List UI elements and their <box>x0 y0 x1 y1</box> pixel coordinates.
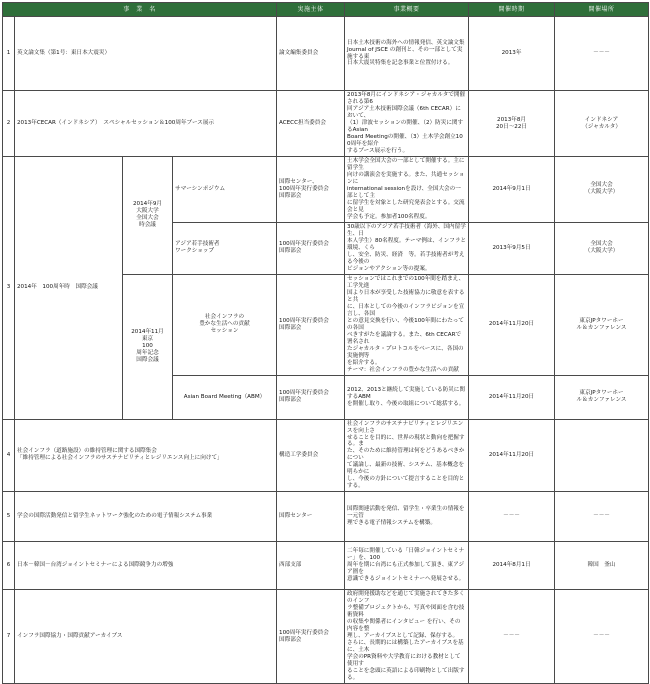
period: 2014年11月20日 <box>469 375 555 419</box>
header-venue: 開催場所 <box>555 3 649 17</box>
sub-event-name: 社会インフラの 豊かな生活への貢献 セッション <box>173 274 277 375</box>
header-summary: 事業概要 <box>345 3 469 17</box>
venue: 東京JPタワーホー ル＆カンファレンス <box>555 274 649 375</box>
period: 2013年 <box>469 17 555 91</box>
summary: 二年毎に開催している「日韓ジョイントセミナー」を、100 周年を期に台湾にも正式参加して頂き、東アジア圏を 意識できるジョイントセミナーへ発展させる。 <box>345 542 469 590</box>
organizer: 構造工学委員会 <box>277 419 345 492</box>
organizer: 論文編集委員会 <box>277 17 345 91</box>
event-name: 学会の国際活動発信と留学生ネットワーク強化のための電子情報システム事業 <box>15 492 277 542</box>
table-row <box>3 590 649 684</box>
summary: 政府開発援助などを通じて実施されてきた多くのインフ ラ整備プロジェクトから、写真や図面を含む技術資料 の収集や関係者にインタビュー を行い、その内容を整 理し、アーカイブスとして記録、保存する。 さらに、長期的には構築したアーカイブスを基に、土木 学会のPR資料や大学教育における教材として使用す ることを念頭に英語による印刷物として出版する。 <box>345 590 469 684</box>
period: －－－ <box>469 590 555 684</box>
venue: 韓国 釜山 <box>555 542 649 590</box>
table-row <box>3 492 649 542</box>
period: 2013年8月 20日～22日 <box>469 91 555 157</box>
summary: セッションではこれまでの100年間を踏まえ、工学先進 国より日本が享受した技術協力に敬意を表すると共 に、日本としての今後のインフラビジョンを宣言し、各国 との意見交換を行い、今後100年間にわたっての各国 べきすがたを議論する。また、6th CECARで署名され たジャカルタ・プロトコルをベースに、各国の実施例等 を紹介する。 テーマ：社会インフラの豊かな生活への貢献 <box>345 274 469 375</box>
header-event-name: 事 業 名 <box>3 3 277 17</box>
row-number: 2 <box>3 91 15 157</box>
venue: －－－ <box>555 492 649 542</box>
table-row <box>3 419 649 492</box>
venue: －－－ <box>555 17 649 91</box>
row-number: 5 <box>3 492 15 542</box>
summary: 土木学会全国大会の一部として開催する。主に留学生 向けの講演会を実施する。また、共通セッションに international sessionを設け、全国大会の一部として主 に留学生を対象とした研究発表会とする。交流会と見 学会も予定。参加者100名程度。 <box>345 157 469 223</box>
sub-group-november: 2014年11月 東京 100 周年記念 国際会議 <box>123 274 173 419</box>
header-period: 開催時期 <box>469 3 555 17</box>
organizer: 100周年実行委員会 国際部会 <box>277 274 345 375</box>
period: 2013年9月5日 <box>469 222 555 274</box>
header-organizer: 実施主体 <box>277 3 345 17</box>
table-row <box>3 157 649 223</box>
summary: 2012、2013と継続して実施している防災に関するABM を開催し取り、今後の取組について総括する。 <box>345 375 469 419</box>
venue <box>555 419 649 492</box>
summary: 30歳以下のアジア若手技術者（海外、国内留学生、日 本人学生）80名程度。テーマ例は、インフラと環境、くら し、安全、防災、経済 等。若手技術者が考える今後の ビジョンやアクション等の提案。 <box>345 222 469 274</box>
venue: 全国大会 （大阪大学） <box>555 157 649 223</box>
table-row <box>3 17 649 91</box>
header-row <box>3 3 649 17</box>
summary: 社会インフラのサステナビリティとレジリエンスを向上さ せることを目的に、世界の現状と動向を把握する。ま た、そのために維持管理は何をどうあるべきかについ て議論し、最新の技術、システム、基本概念を明らかに し、今後の方針について提言することを目的とする。 <box>345 419 469 492</box>
event-name: 日本－韓国－台湾ジョイントセミナーによる国際競争力の増強 <box>15 542 277 590</box>
organizer: 100周年実行委員会 国際部会 <box>277 222 345 274</box>
sub-event-name: サマーシンポジウム <box>173 157 277 223</box>
period: 2014年9月1日 <box>469 157 555 223</box>
venue: インドネシア （ジャカルタ） <box>555 91 649 157</box>
period: 2014年8月1日 <box>469 542 555 590</box>
row-number: 1 <box>3 17 15 91</box>
row-number: 7 <box>3 590 15 684</box>
organizer: 国際センター、 100周年実行委員会 国際部会 <box>277 157 345 223</box>
row-number: 6 <box>3 542 15 590</box>
summary: 国際関連活動を発信、留学生・卒業生の情報を一元管 理できる電子情報システムを構築。 <box>345 492 469 542</box>
row-number: 3 <box>3 157 15 420</box>
sub-group-september: 2014年9月 大阪大学 全国大会 時会議 <box>123 157 173 275</box>
venue: 全国大会 （大阪大学） <box>555 222 649 274</box>
event-name: 2014年 100周年時 国際会議 <box>15 157 123 420</box>
period: 2014年11月20日 <box>469 274 555 375</box>
summary: 日本土木技術の海外への情報発信、英文論文集 Journal of JSCE の創刊と、その一部として実施する東 日本大震災特集を記念事業と位置付ける。 <box>345 17 469 91</box>
event-table <box>2 2 649 684</box>
row-number: 4 <box>3 419 15 492</box>
sub-event-name: Asian Board Meeting（ABM） <box>173 375 277 419</box>
venue: 東京JPタワーホー ル＆カンファレンス <box>555 375 649 419</box>
organizer: 西部支部 <box>277 542 345 590</box>
event-name: インフラ国際協力・国際貢献アーカイブス <box>15 590 277 684</box>
summary: 2013年8月にインドネシア・ジャカルタで開催される第6 回アジア土木技術国際会議（6th CECAR）において、 （1）津波セッションの開催、（2）防災に関するAsian Board Meetingの開催、（3）土木学会創立100周年を紹介 するブース展示を行う。 <box>345 91 469 157</box>
organizer: 100周年実行委員会 国際部会 <box>277 590 345 684</box>
event-name: 英文論文集（第1号：東日本大震災） <box>15 17 277 91</box>
venue: －－－ <box>555 590 649 684</box>
organizer: 100周年実行委員会 国際部会 <box>277 375 345 419</box>
organizer: ACECC担当委員会 <box>277 91 345 157</box>
sub-event-name: アジア若手技術者 ワークショップ <box>173 222 277 274</box>
event-name: 社会インフラ（道路施設）の維持管理に関する国際集会 「維持管理による社会インフラのサステナビリティとレジリエンス向上に向けて」 <box>15 419 277 492</box>
table-row <box>3 542 649 590</box>
period: －－－ <box>469 492 555 542</box>
period: 2014年11月20日 <box>469 419 555 492</box>
organizer: 国際センター <box>277 492 345 542</box>
table-row <box>3 91 649 157</box>
event-name: 2013年CECAR（インドネシア） スペシャルセッション＆100周年ブース展示 <box>15 91 277 157</box>
